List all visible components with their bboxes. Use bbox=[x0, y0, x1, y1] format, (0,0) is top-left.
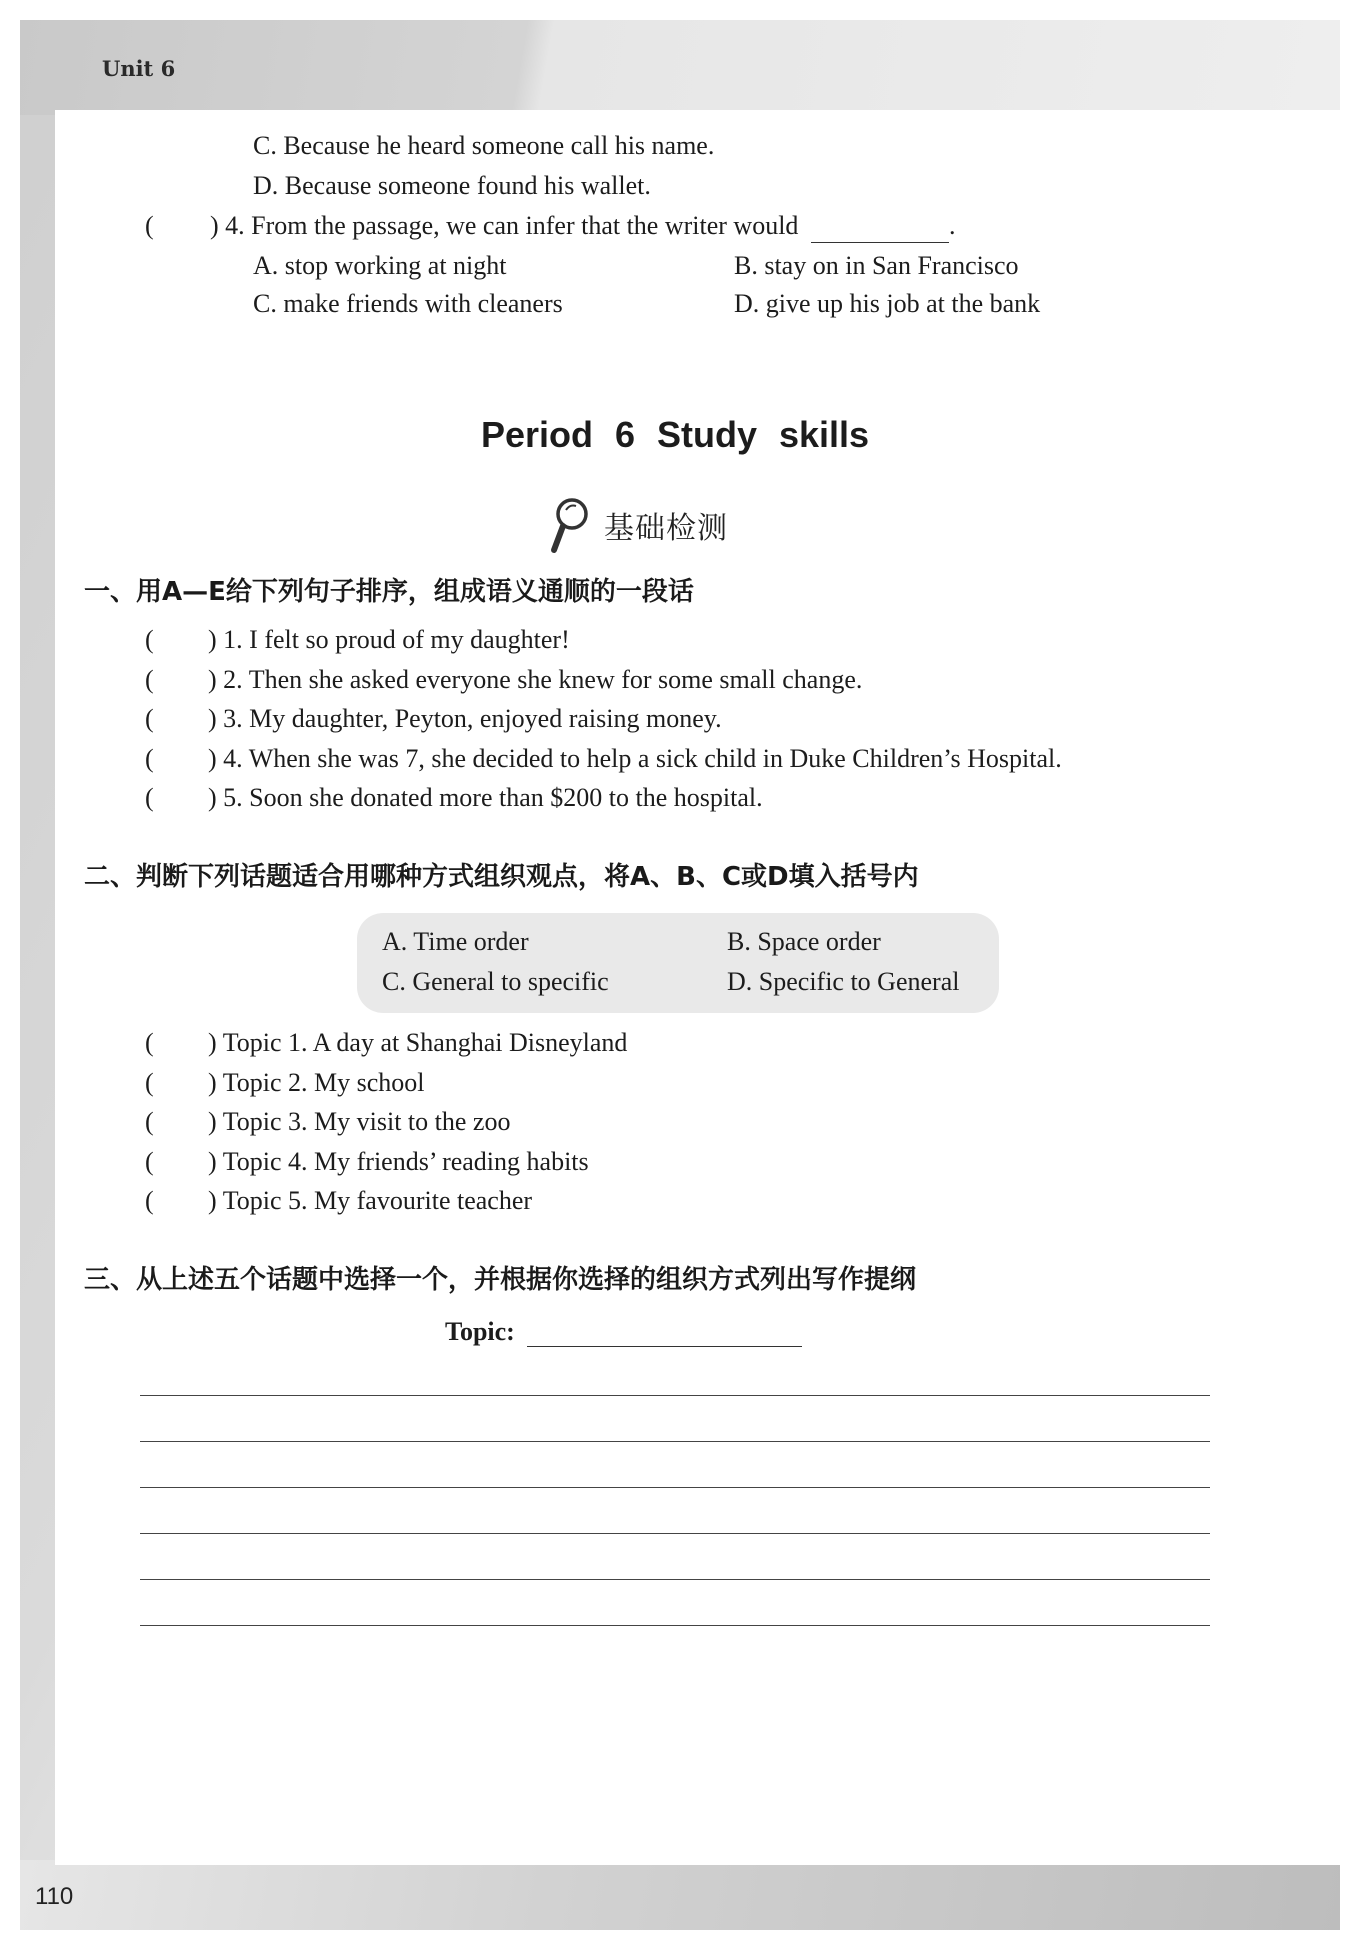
topic-blank[interactable] bbox=[527, 1346, 802, 1347]
answer-paren: ( bbox=[145, 783, 154, 812]
option-a: A. Time order bbox=[382, 927, 529, 956]
answer-paren: ( bbox=[145, 625, 154, 654]
q4-option-b: B. stay on in San Francisco bbox=[734, 251, 1019, 280]
options-box bbox=[357, 913, 999, 1013]
question-4 bbox=[210, 210, 955, 243]
list-item: ) 1. I felt so proud of my daughter! bbox=[208, 625, 570, 654]
section-2-heading: 二、判断下列话题适合用哪种方式组织观点，将A、B、C或D填入括号内 bbox=[84, 862, 919, 892]
topic-label: Topic: bbox=[445, 1317, 515, 1346]
list-item: ) Topic 5. My favourite teacher bbox=[208, 1186, 533, 1215]
list-item: ) 5. Soon she donated more than $200 to the hospital. bbox=[208, 783, 763, 812]
answer-paren: ( bbox=[145, 744, 154, 773]
option-c: C. General to specific bbox=[382, 967, 609, 996]
writing-line[interactable] bbox=[140, 1625, 1210, 1626]
answer-paren: ( bbox=[145, 1186, 154, 1215]
list-item: ) 2. Then she asked everyone she knew for some small change. bbox=[208, 665, 863, 694]
section-1-heading: 一、用A—E给下列句子排序，组成语义通顺的一段话 bbox=[84, 577, 694, 607]
unit-label: Unit 6 bbox=[102, 56, 176, 81]
header-band bbox=[20, 20, 1340, 115]
sub-heading bbox=[550, 495, 728, 555]
question-4-period: . bbox=[948, 211, 956, 240]
q4-option-a: A. stop working at night bbox=[253, 251, 507, 280]
q4-option-d: D. give up his job at the bank bbox=[734, 289, 1041, 318]
section-3-heading: 三、从上述五个话题中选择一个，并根据你选择的组织方式列出写作提纲 bbox=[84, 1265, 917, 1295]
prev-option-d: D. Because someone found his wallet. bbox=[253, 171, 651, 200]
period-title: Period 6 Study skills bbox=[480, 414, 870, 455]
list-item: ) Topic 4. My friends’ reading habits bbox=[208, 1147, 589, 1176]
writing-line[interactable] bbox=[140, 1441, 1210, 1442]
writing-line[interactable] bbox=[140, 1579, 1210, 1580]
answer-paren: ( bbox=[145, 1147, 154, 1176]
list-item: ) 4. When she was 7, she decided to help a sick child in Duke Children’s Hospital. bbox=[208, 744, 1062, 773]
list-item: ) Topic 3. My visit to the zoo bbox=[208, 1107, 511, 1136]
answer-blank[interactable] bbox=[811, 210, 949, 243]
list-item: ) Topic 1. A day at Shanghai Disneyland bbox=[208, 1028, 628, 1057]
answer-paren: ( bbox=[145, 211, 154, 240]
answer-paren: ( bbox=[145, 1028, 154, 1057]
answer-paren: ( bbox=[145, 665, 154, 694]
option-b: B. Space order bbox=[727, 927, 881, 956]
answer-paren: ( bbox=[145, 1107, 154, 1136]
footer-band bbox=[20, 1860, 1340, 1930]
prev-option-c: C. Because he heard someone call his name. bbox=[253, 131, 715, 160]
answer-paren: ( bbox=[145, 1068, 154, 1097]
magnifier-icon bbox=[550, 496, 590, 554]
answer-paren: ( bbox=[145, 704, 154, 733]
q4-option-c: C. make friends with cleaners bbox=[253, 289, 563, 318]
writing-line[interactable] bbox=[140, 1533, 1210, 1534]
writing-line[interactable] bbox=[140, 1487, 1210, 1488]
sub-heading-text: 基础检测 bbox=[604, 511, 728, 546]
writing-line[interactable] bbox=[140, 1395, 1210, 1396]
list-item: ) Topic 2. My school bbox=[208, 1068, 425, 1097]
option-d: D. Specific to General bbox=[727, 967, 960, 996]
question-4-text: ) 4. From the passage, we can infer that the writer would bbox=[210, 211, 799, 240]
list-item: ) 3. My daughter, Peyton, enjoyed raising money. bbox=[208, 704, 722, 733]
page-number: 110 bbox=[35, 1883, 74, 1910]
